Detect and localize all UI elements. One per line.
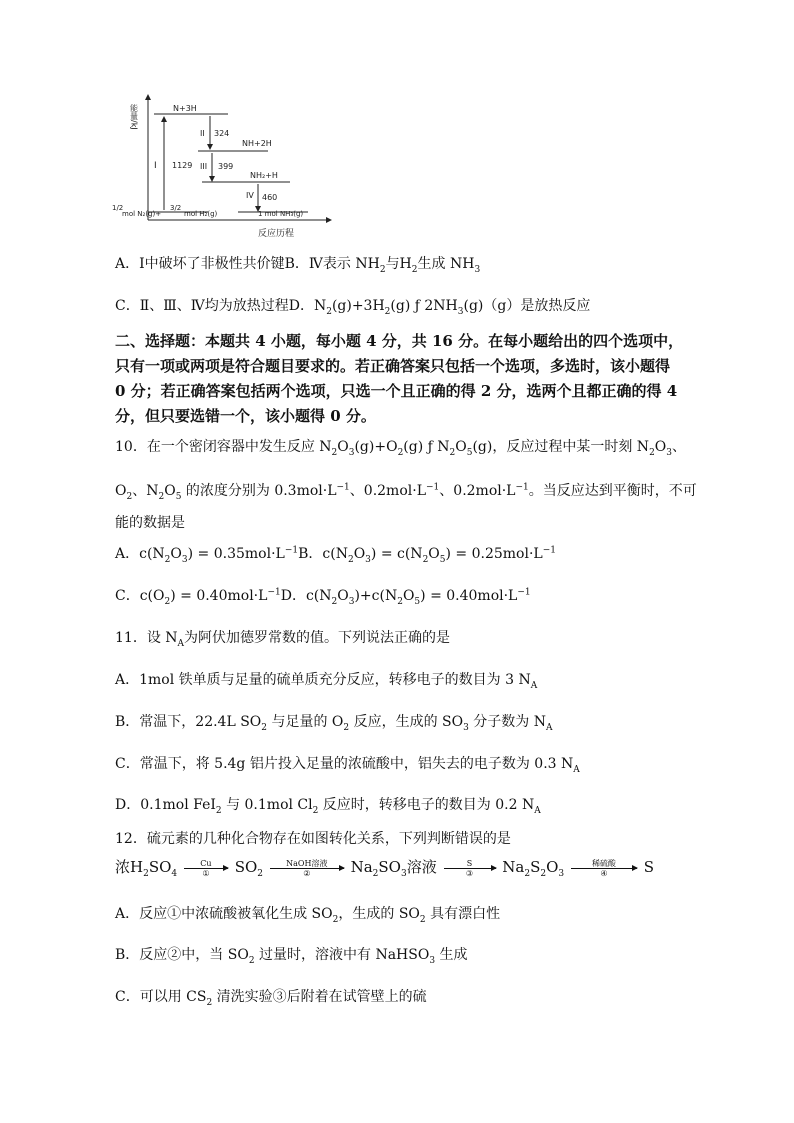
level-n3h: N+3H	[173, 104, 197, 113]
step-iv: IV	[246, 191, 254, 200]
section2-line1: 二、选择题：本题共 4 小题，每小题 4 分，共 16 分。在每小题给出的四个选项中，	[115, 332, 684, 350]
energy-diagram	[108, 92, 338, 242]
step-ii: II	[200, 129, 205, 138]
step-i: I	[154, 161, 157, 171]
start-frac-2: 3/2	[170, 204, 182, 212]
step-iii: III	[200, 162, 208, 171]
arrow-1: Cu ①	[184, 859, 228, 878]
q10-option-cd: C．$c(O_2) = 0.40mol\cdot L^{-1}D$．$c(N_2O_3)+c(N_2O_5) = 0.40mol\cdot L^{-1}$	[115, 587, 531, 607]
q11-option-a: A．1mol 铁单质与足量的硫单质充分反应，转移电子的数目为 3 $N_A$	[115, 672, 538, 691]
q9-option-cd: C．Ⅱ、Ⅲ、Ⅳ均为放热过程D．$N_2(g)+3H_2(g)$ ƒ $2NH_3(g)(g)$是放热反应	[115, 298, 591, 317]
q12-option-c: C．可以用 $CS_2$ 清洗实验③后附着在试管壁上的硫	[115, 989, 427, 1008]
value-1129: 1129	[172, 161, 193, 170]
q10-stem-line2: $O_2$、$N_2O_5$ 的浓度分别为 $0.3mol\cdot L^{-1}$、$0.2mol\cdot L^{-1}$、$0.2mol\cdot L^{-1}$。当反应达到平衡时，不可	[115, 482, 697, 502]
level-nh2h1: NH₂+H	[250, 171, 278, 180]
level-nh3: 1 mol NH₃(g)	[258, 210, 304, 218]
start-frac-1: 1/2	[112, 204, 124, 212]
arrow-3: S ③	[444, 859, 496, 878]
section2-line3: 0 分；若正确答案包括两个选项，只选一个且正确的得 2 分，选两个且都正确的得 4	[115, 382, 678, 400]
section2-line4: 分，但只要选错一个，该小题得 0 分。	[115, 407, 376, 425]
arrow-4: 稀硫酸 ④	[571, 859, 637, 878]
q12-chain: 浓$H_2SO_4$ Cu ① $SO_2$ NaOH溶液 ② $Na_2SO_3$溶液 S ③ $Na_2S_2O_3$ 稀硫酸 ④ S	[115, 858, 654, 879]
q10-option-ab: A．$c(N_2O_3) = 0.35mol\cdot L^{-1}B$．$c(N_2O_3) = c(N_2O_5) = 0.25mol\cdot L^{-1}$	[115, 545, 556, 565]
q11-stem: 11．设 $N_A$为阿伏加德罗常数的值。下列说法正确的是	[115, 630, 451, 649]
section2-line2: 只有一项或两项是符合题目要求的。若正确答案只包括一个选项，多选时，该小题得	[115, 357, 671, 375]
q11-option-d: D．0.1mol FeI$_2$ 与 0.1mol $Cl_2$ 反应时，转移电子的数目为 0.2 $N_A$	[115, 797, 541, 816]
q11-option-b: B．常温下，22.4L $SO_2$ 与足量的 $O_2$ 反应，生成的 $SO_3$ 分子数为 $N_A$	[115, 714, 553, 733]
q10-stem-line3: 能的数据是	[115, 515, 185, 531]
q12-option-b: B．反应②中，当 $SO_2$ 过量时，溶液中有 NaHSO$_3$ 生成	[115, 947, 468, 966]
value-460: 460	[262, 193, 278, 202]
arrow-2: NaOH溶液 ②	[270, 859, 344, 878]
x-axis-label: 反应历程	[258, 229, 295, 239]
q12-option-a: A．反应①中浓硫酸被氧化生成 $SO_2$，生成的 $SO_2$ 具有漂白性	[115, 906, 501, 925]
start-label-1: mol N₂(g)+	[122, 210, 162, 218]
value-324: 324	[214, 129, 230, 138]
q12-stem: 12．硫元素的几种化合物存在如图转化关系，下列判断错误的是	[115, 831, 511, 847]
y-axis-label: 能量/kJ	[129, 104, 139, 130]
q9-option-ab: A．Ⅰ中破坏了非极性共价键B．Ⅳ表示 $NH_2$与$H_2$生成 $NH_3$	[115, 256, 481, 275]
value-399: 399	[218, 162, 234, 171]
q10-stem-line1: 10．在一个密闭容器中发生反应 $N_2O_3(g)+O_2(g)$ ƒ $N_2O_5(g)$，反应过程中某一时刻 $N_2O_3$、	[115, 439, 687, 458]
q11-option-c: C．常温下，将 5.4g 铝片投入足量的浓硫酸中，铝失去的电子数为 0.3 $N_A$	[115, 756, 580, 775]
start-label-2: mol H₂(g)	[184, 210, 218, 218]
level-nh2h: NH+2H	[242, 139, 272, 148]
